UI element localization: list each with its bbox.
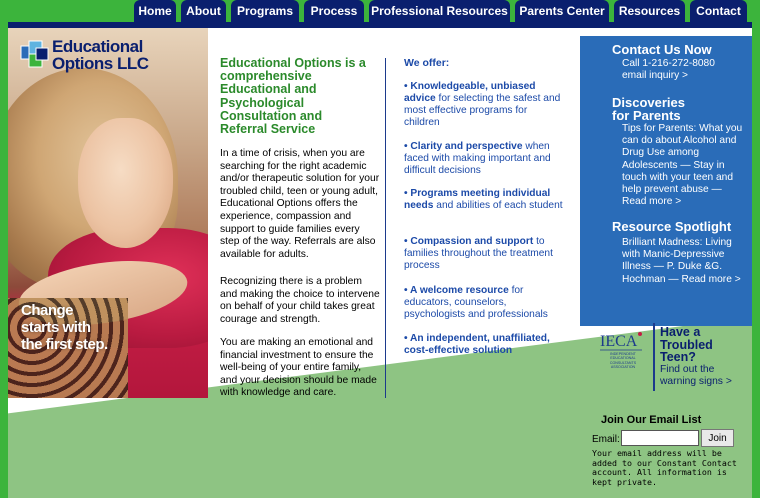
discoveries-read-more-link[interactable]: Read more > [622, 196, 682, 208]
contact-heading: Contact Us Now [612, 42, 712, 57]
offer-item-text: for selecting the safest and most effective programs for children [404, 93, 561, 129]
nav-home[interactable]: Home [134, 0, 176, 22]
intro-paragraph-1: In a time of crisis, when you are searching for the right academic and/or therapeutic solution for your troubled child, teen or young adult, Educational Options offers the experience, compassion and support to guide families every step of the way. Referrals are also available for adults. [220, 148, 380, 260]
email-label: Email: [592, 434, 620, 445]
hero-photo [8, 28, 208, 398]
spotlight-body: Brilliant Madness: Living with Manic-Depressive Illness — P. Duke &G. Hochman — [622, 237, 732, 285]
contact-phone: Call 1-216-272-8080 [622, 58, 715, 69]
nav-contact[interactable]: Contact [690, 0, 747, 22]
offer-item [404, 333, 564, 357]
offer-item [404, 285, 564, 321]
logo-line1: Educational [52, 37, 143, 56]
ieca-logo[interactable] [598, 324, 648, 384]
join-button[interactable]: Join [701, 429, 734, 447]
offer-item-bold: • Knowledgeable, unbiased advice [404, 81, 536, 105]
spotlight-heading: Resource Spotlight [612, 219, 732, 234]
offer-item-text: and abilities of each student [433, 200, 563, 212]
photo-face [78, 118, 173, 248]
discoveries-text [622, 123, 747, 208]
page-content [8, 28, 752, 498]
hero-caption-line1: Change [21, 302, 74, 319]
logo-line2: Options LLC [52, 54, 149, 73]
logo-text [52, 38, 148, 72]
offer-item-bold: • A welcome resource [404, 285, 509, 296]
nav-process[interactable]: Process [304, 0, 364, 22]
nav-resources[interactable]: Resources [614, 0, 685, 22]
email-inquiry-link[interactable]: email inquiry > [622, 70, 688, 81]
discoveries-body: Tips for Parents: What you can do about Alcohol and Drug Use among Adolescents — Stay in touch with your teen and help prevent abuse — [622, 123, 743, 196]
spotlight-text [622, 237, 747, 286]
intro-paragraph-3: You are making an emotional and financial investment to ensure the well-being of your entire family, and your decision should be made with knowledge and care. [220, 337, 377, 399]
logo-squares-icon [20, 40, 50, 70]
offer-item [404, 188, 564, 212]
warning-signs-link[interactable]: Find out the warning signs > [660, 364, 732, 387]
sidebar-panel [580, 36, 752, 326]
discoveries-heading-line2: for Parents [612, 108, 681, 123]
offer-item-bold: • An independent, unaffiliated, cost-effective solution [404, 333, 550, 357]
nav-programs[interactable]: Programs [231, 0, 299, 22]
ieca-logo-text: IECA [600, 333, 638, 350]
offer-item-text: when faced with making important and difficult decisions [404, 141, 551, 177]
nav-about[interactable]: About [181, 0, 226, 22]
spotlight-read-more-link[interactable]: Read more > [681, 273, 741, 285]
nav-parents-center[interactable]: Parents Center [515, 0, 609, 22]
email-privacy-note: Your email address will be added to our Constant Contact account. All information is kept private. [592, 448, 737, 487]
troubled-teen-heading: Have a Troubled Teen? [660, 325, 713, 364]
offer-item-bold: • Clarity and perspective [404, 141, 523, 152]
intro-paragraph-2: Recognizing there is a problem and making the choice to intervene on behalf of your child takes great courage and strength. [220, 276, 380, 325]
hero-caption-line2: starts with [21, 319, 91, 336]
intro-heading: Educational Options is a comprehensive Educational and Psychological Consultation and Referral Service [220, 56, 366, 137]
discoveries-heading [612, 96, 685, 122]
discoveries-heading-line1: Discoveries [612, 95, 685, 110]
email-list-title: Join Our Email List [601, 414, 702, 426]
top-navigation [0, 0, 760, 22]
offer-item [404, 81, 564, 129]
site-logo[interactable] [20, 38, 190, 76]
offers-heading: We offer: [404, 57, 450, 69]
ieca-divider [653, 323, 655, 391]
offer-item-text: for educators, counselors, psychologists and professionals [404, 285, 548, 321]
offer-item-bold: • Programs meeting individual needs [404, 188, 551, 212]
email-input[interactable] [621, 430, 699, 446]
hero-caption-line3: the first step. [21, 336, 108, 353]
offer-item [404, 236, 564, 272]
nav-professional-resources[interactable]: Professional Resources [369, 0, 510, 22]
column-divider [385, 58, 386, 398]
offer-item-bold: • Compassion and support [404, 236, 534, 247]
offer-item [404, 141, 564, 177]
hero-caption [21, 302, 161, 353]
offer-item-text: to families throughout the treatment process [404, 236, 553, 272]
ieca-logo-subtitle: INDEPENDENT EDUCATIONAL CONSULTANTS ASSOCIATION [609, 352, 637, 370]
